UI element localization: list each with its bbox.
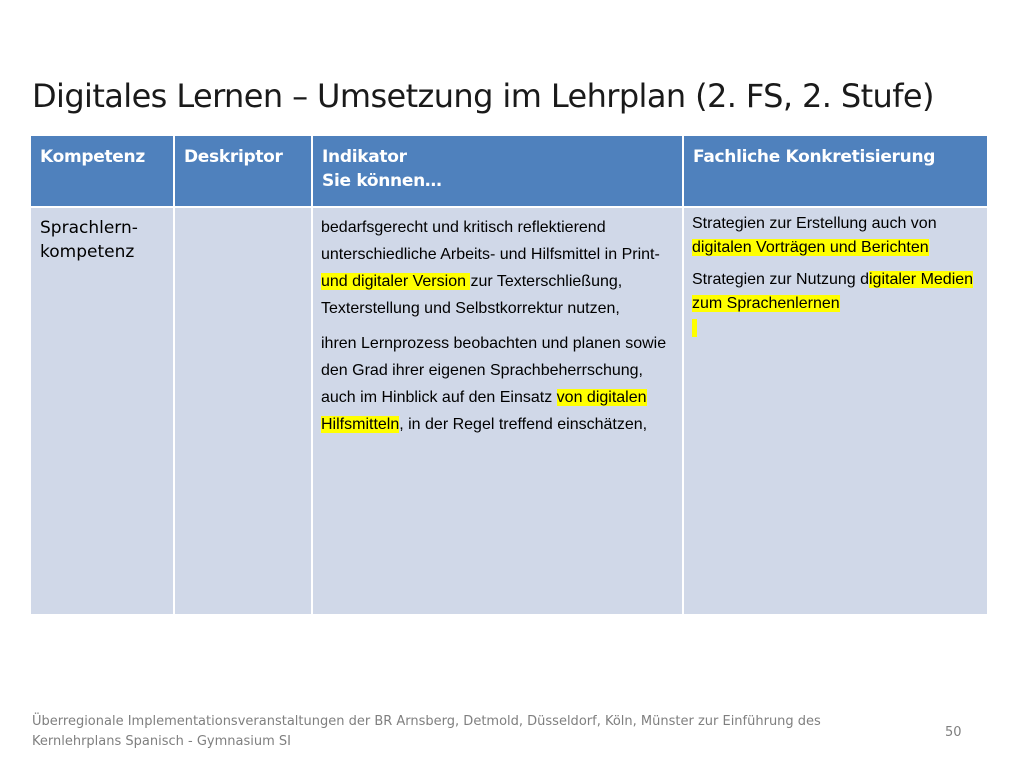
- fachlich-paragraph-1: [692, 212, 979, 260]
- indikator-paragraph-1: [321, 214, 674, 322]
- header-fachliche-konkretisierung: Fachliche Konkretisierung: [683, 135, 988, 207]
- cell-indikator: [312, 207, 683, 615]
- page-number: 50: [945, 725, 962, 740]
- header-kompetenz: Kompetenz: [30, 135, 174, 207]
- highlight-mark: [692, 319, 697, 337]
- fachlich-p1-highlight: digitalen Vorträgen und Berichten: [692, 239, 929, 256]
- header-indikator-line2: Sie können…: [322, 171, 442, 191]
- indikator-p2-text: ihren Lernprozess beobachten und planen sowie den Grad ihrer eigenen Sprachbeherrschung, auch im Hinblick auf den Einsatz: [321, 335, 667, 406]
- kompetenz-line1: Sprachlern-: [40, 218, 138, 238]
- cell-deskriptor: [174, 207, 312, 615]
- indikator-p1-highlight: und digitaler Version: [321, 273, 471, 290]
- fachlich-p2-highlight: igitaler Medien zum Sprachenlernen: [692, 271, 974, 312]
- header-indikator-line1: Indikator: [322, 147, 407, 167]
- indikator-p1-text: bedarfsgerecht und kritisch reflektierend unterschiedliche Arbeits- und Hilfsmittel in Print-: [321, 219, 660, 263]
- footer-text: Überregionale Implementationsveranstaltungen der BR Arnsberg, Detmold, Düsseldorf, Köln, Münster zur Einführung des Kernlehrplans Spanisch - Gymnasium SI: [32, 714, 821, 749]
- indikator-p2-highlight: von digitalen Hilfsmitteln: [321, 389, 647, 433]
- table-header-row: [30, 135, 988, 207]
- curriculum-table: [29, 134, 989, 616]
- kompetenz-line2: kompetenz: [40, 242, 135, 262]
- indikator-p2-text-end: , in der Regel treffend einschätzen,: [399, 416, 648, 433]
- fachlich-p2-text: Strategien zur Nutzung d: [692, 271, 869, 288]
- header-indikator: [312, 135, 683, 207]
- fachlich-paragraph-2: [692, 268, 979, 316]
- table-row: [30, 207, 988, 615]
- cell-kompetenz: [30, 207, 174, 615]
- slide-title: Digitales Lernen – Umsetzung im Lehrplan (2. FS, 2. Stufe): [32, 77, 934, 116]
- header-deskriptor: Deskriptor: [174, 135, 312, 207]
- indikator-paragraph-2: [321, 330, 674, 438]
- fachlich-p1-text: Strategien zur Erstellung auch von: [692, 215, 937, 232]
- cell-fachliche-konkretisierung: [683, 207, 988, 615]
- indikator-p1-text-end: zur Texterschließung, Texterstellung und Selbstkorrektur nutzen,: [321, 273, 623, 317]
